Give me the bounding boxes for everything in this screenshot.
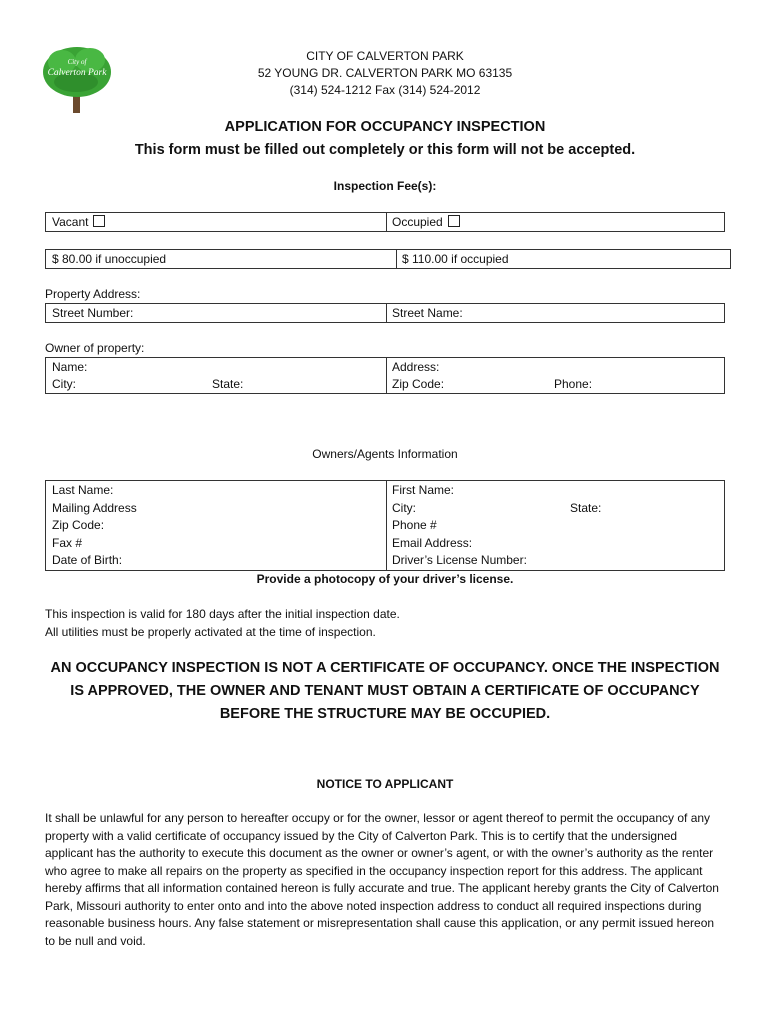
agent-city-field[interactable]: City: <box>392 501 416 515</box>
occupied-label: Occupied <box>392 215 443 229</box>
validity-line-1: This inspection is valid for 180 days after the initial inspection date. <box>45 607 400 621</box>
owner-city-field[interactable]: City: <box>52 377 76 391</box>
validity-line-2: All utilities must be properly activated at the time of inspection. <box>45 625 376 639</box>
city-phone: (314) 524-1212 Fax (314) 524-2012 <box>289 83 481 97</box>
agent-phone-field[interactable]: Phone # <box>392 518 437 532</box>
vacant-checkbox[interactable] <box>93 215 105 227</box>
agent-fax-field[interactable]: Fax # <box>52 536 83 550</box>
city-address: 52 YOUNG DR. CALVERTON PARK MO 63135 <box>257 66 513 80</box>
photocopy-note: Provide a photocopy of your driver’s license. <box>256 572 514 586</box>
owner-address-field[interactable]: Address: <box>392 360 440 374</box>
occupied-checkbox[interactable] <box>448 215 460 227</box>
owner-zip-field[interactable]: Zip Code: <box>392 377 445 391</box>
vacant-label: Vacant <box>52 215 89 229</box>
agent-state-field[interactable]: State: <box>570 501 602 515</box>
agent-dob-field[interactable]: Date of Birth: <box>52 553 123 567</box>
agent-zip-field[interactable]: Zip Code: <box>52 518 105 532</box>
owner-phone-field[interactable]: Phone: <box>554 377 593 391</box>
owner-table <box>45 357 725 394</box>
property-address-heading: Property Address: <box>45 287 141 301</box>
page-title: APPLICATION FOR OCCUPANCY INSPECTION <box>224 119 546 135</box>
street-number-field[interactable]: Street Number: <box>52 306 134 320</box>
unoccupied-fee: $ 80.00 if unoccupied <box>52 252 167 266</box>
page-subtitle: This form must be filled out completely or this form will not be accepted. <box>134 142 636 158</box>
svg-text:Calverton Park: Calverton Park <box>47 68 107 78</box>
occupied-option[interactable] <box>392 215 460 229</box>
warning-line-3: BEFORE THE STRUCTURE MAY BE OCCUPIED. <box>219 706 551 722</box>
agent-email-field[interactable]: Email Address: <box>392 536 473 550</box>
agent-first-name-field[interactable]: First Name: <box>392 483 455 497</box>
warning-line-2: IS APPROVED, THE OWNER AND TENANT MUST OBTAIN A CERTIFICATE OF OCCUPANCY <box>70 683 700 699</box>
fees-heading: Inspection Fee(s): <box>333 179 437 193</box>
fee-amount-row <box>45 249 731 269</box>
owner-heading: Owner of property: <box>45 341 145 355</box>
warning-line-1: AN OCCUPANCY INSPECTION IS NOT A CERTIFICATE OF OCCUPANCY. ONCE THE INSPECTION <box>50 660 720 676</box>
agents-heading: Owners/Agents Information <box>312 447 458 461</box>
vacant-option[interactable] <box>52 215 105 229</box>
city-name: CITY OF CALVERTON PARK <box>306 49 464 63</box>
agent-license-field[interactable]: Driver’s License Number: <box>392 553 527 567</box>
owner-name-field[interactable]: Name: <box>52 360 88 374</box>
notice-body: It shall be unlawful for any person to hereafter occupy or for the owner, lessor or agent thereof to permit the occupancy of any property with a valid certificate of occupancy issued by the City of Calverton Park. This is to certify that the undersigned applicant has the authority to execute this document as the owner or owner’s agent, or with the owner’s authority as the renter who agree to make all repairs on the property as specified in the occupancy inspection report for this address. The applicant hereby affirms that all information contained hereon is fully accurate and true. The applicant hereby grants the City of Calverton Park, Missouri authority to enter onto and into the above noted inspection address to conduct all required inspections during reasonable business hours. Any false statement or misrepresentation shall cause this application, or any permit issued hereon to be null and void. <box>45 811 719 948</box>
agent-last-name-field[interactable]: Last Name: <box>52 483 114 497</box>
agent-mailing-address-field[interactable]: Mailing Address <box>52 501 137 515</box>
svg-text:City of: City of <box>67 58 87 66</box>
property-address-row <box>45 303 725 323</box>
street-name-field[interactable]: Street Name: <box>392 306 463 320</box>
notice-heading: NOTICE TO APPLICANT <box>316 777 454 791</box>
owner-state-field[interactable]: State: <box>212 377 244 391</box>
agents-table <box>45 480 725 571</box>
occupied-fee: $ 110.00 if occupied <box>402 252 509 266</box>
occupancy-status-row <box>45 212 725 232</box>
